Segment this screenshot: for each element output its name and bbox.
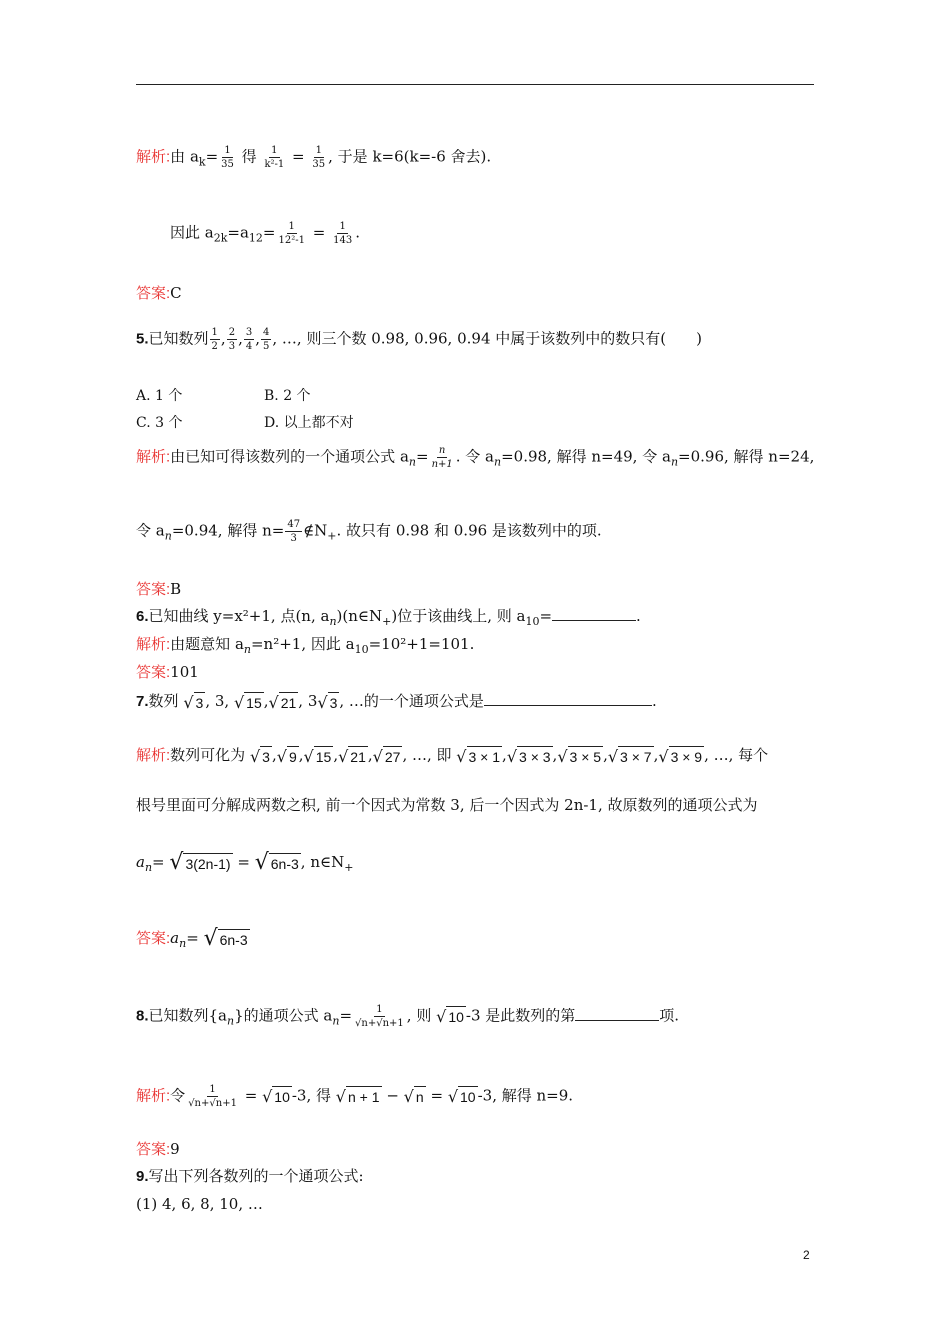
answer-label: 答案: bbox=[136, 1141, 171, 1158]
fraction: $\frac{1}{\text{12²-1}}$ bbox=[278, 221, 305, 246]
q6-answer bbox=[136, 662, 199, 683]
q4-solution-line2: 因此 $a_{2k}=a_{12}=$ $\frac{1}{\text{12²-1}}$ = $\frac{1}{143}$ . bbox=[170, 221, 360, 246]
answer-label: 答案: bbox=[136, 285, 171, 302]
solution-label: 解析: bbox=[136, 148, 171, 166]
question-number: 5. bbox=[136, 330, 149, 348]
answer-value: 9 bbox=[170, 1140, 180, 1158]
q5-answer bbox=[136, 579, 181, 600]
page-number: 2 bbox=[803, 1248, 810, 1262]
sqrt: √ 3 bbox=[317, 692, 338, 712]
answer-value: 101 bbox=[170, 663, 199, 681]
q7-solution-line2: 根号里面可分解成两数之积, 前一个因式为常数 3, 后一个因式为 2n-1, 故原数列的通项公式为 bbox=[136, 796, 758, 814]
sqrt: √ 3 × 9 bbox=[658, 746, 703, 766]
q7-solution-line1: 解析:数列可化为 √ 3 ,√ 9 ,√ 15 ,√ 21 ,√ 27 , …, 即 √ 3 × 1 ,√ 3 × 3 ,√ 3 × 5 ,√ 3 × 7 ,√ 3 × 9 , …, 每个 bbox=[136, 746, 769, 766]
fraction: $\frac{1}{143}$ bbox=[333, 221, 353, 246]
fraction: $\frac{1}{2}$ bbox=[211, 327, 218, 352]
sqrt: √ 10 bbox=[436, 1007, 464, 1026]
solution-label: 解析: bbox=[136, 448, 171, 466]
sqrt: √ 9 bbox=[276, 746, 297, 766]
sqrt: √ 3 × 1 bbox=[456, 746, 501, 766]
sqrt: √ 3 × 5 bbox=[557, 746, 602, 766]
q7-solution-line3: $a_n=$ √ 3(2n-1) = √ 6n-3 , $n\in N_+$ bbox=[136, 849, 354, 875]
q9-part1: (1) 4, 6, 8, 10, … bbox=[136, 1195, 263, 1213]
q4-answer bbox=[136, 283, 182, 304]
sqrt: √ 10 bbox=[262, 1087, 290, 1106]
q5-stem: 5.已知数列 $\frac{1}{2}$ , $\frac{2}{3}$ , $\frac{3}{4}$ , $\frac{4}{5}$ , …, 则三个数 0.98, 0.96, 0.94 中属于该数列中的数只有( ) bbox=[136, 327, 702, 352]
q8-answer bbox=[136, 1139, 180, 1160]
question-number: 7. bbox=[136, 693, 149, 710]
q9-stem: 9.写出下列各数列的一个通项公式: bbox=[136, 1167, 364, 1185]
q5-option-b: B. 2 个 bbox=[264, 388, 311, 404]
fraction: $\frac{1}{√n+√n+1}$ bbox=[188, 1084, 237, 1109]
fill-in-blank[interactable] bbox=[575, 1006, 659, 1021]
sqrt: √ n bbox=[403, 1087, 424, 1106]
fraction: $\frac{1}{35}$ bbox=[312, 145, 326, 170]
answer-value: C bbox=[170, 284, 182, 302]
fraction: $\frac{1}{\text{k²-1}}$ bbox=[264, 145, 285, 170]
q4-solution-line1: 解析:由 $a_k=$ $\frac{1}{35}$ 得 $\frac{1}{\text{k²-1}}$ = $\frac{1}{35}$ , 于是 k=6(k=-6 舍去). bbox=[136, 145, 492, 170]
q5-solution-line2: 令 $a_n=0.94$, 解得 n= $\frac{47}{3}$ $\notin N_+$. 故只有 0.98 和 0.96 是该数列中的项. bbox=[136, 519, 602, 544]
fraction: $\frac{47}{3}$ bbox=[287, 519, 301, 544]
sqrt: √ 3 bbox=[183, 692, 204, 712]
sqrt: √ 6n-3 bbox=[203, 925, 248, 951]
answer-value: 6n-3 bbox=[218, 929, 250, 950]
answer-label: 答案: bbox=[136, 581, 171, 598]
q6-solution: 解析:由题意知 $a_n=n^2+1$, 因此 $a_{10}=10^2+1=101$. bbox=[136, 635, 475, 656]
question-number: 9. bbox=[136, 1168, 149, 1185]
fraction: $\frac{1}{√n+√n+1}$ bbox=[355, 1004, 404, 1029]
q8-solution: 解析:令 $\frac{1}{√n+√n+1}$ = √ 10 -3, 得 √ n + 1 − √ n = √ 10 -3, 解得 n=9. bbox=[136, 1084, 574, 1109]
fraction: $\frac{1}{35}$ bbox=[221, 145, 234, 170]
sqrt: √ 3 bbox=[249, 746, 270, 766]
q7-stem: 7.数列 √ 3 , 3, √ 15 ,√ 21 , 3√ 3 , …的一个通项公式是 . bbox=[136, 692, 657, 712]
q6-stem: 6.已知曲线 y=x²+1, 点(n, $a_n)(n\in N_+)$位于该曲线上, 则 $a_{10}=$ . bbox=[136, 607, 641, 628]
fill-in-blank[interactable] bbox=[484, 691, 652, 706]
solution-label: 解析: bbox=[136, 636, 171, 653]
answer-label: 答案: bbox=[136, 930, 171, 947]
sqrt: √ 15 bbox=[303, 746, 332, 766]
sqrt: √ 3 × 3 bbox=[506, 746, 551, 766]
q5-solution-line1: 解析:由已知可得该数列的一个通项公式 $a_n=$ $\frac{n}{n+1}$ . 令 $a_n=0.98$, 解得 n=49, 令 $a_n=0.96$, 解得 n=24, bbox=[136, 445, 815, 470]
q7-answer: 答案$:a_n=$ √ 6n-3 bbox=[136, 925, 248, 951]
sqrt: √ 21 bbox=[268, 692, 297, 712]
sqrt: √ n + 1 bbox=[335, 1087, 380, 1106]
sqrt: √ 6n-3 bbox=[254, 849, 299, 875]
sqrt: √ 3 × 7 bbox=[607, 746, 652, 766]
question-number: 8. bbox=[136, 1007, 149, 1025]
fraction: $\frac{2}{3}$ bbox=[228, 327, 236, 352]
sqrt: √ 3(2n-1) bbox=[169, 849, 231, 875]
sqrt: √ 27 bbox=[372, 746, 401, 766]
header-rule bbox=[136, 84, 814, 85]
answer-label: 答案: bbox=[136, 664, 171, 681]
question-number: 6. bbox=[136, 608, 149, 625]
sqrt: √ 10 bbox=[447, 1087, 476, 1106]
answer-value: B bbox=[170, 580, 182, 598]
q5-option-d: D. 以上都不对 bbox=[264, 415, 354, 431]
sqrt: √ 21 bbox=[338, 746, 366, 766]
solution-label: 解析: bbox=[136, 747, 171, 764]
sqrt: √ 15 bbox=[233, 692, 262, 712]
q5-option-c: C. 3 个 bbox=[136, 415, 183, 431]
fill-in-blank[interactable] bbox=[552, 606, 636, 621]
q8-stem: 8.已知数列$\{a_n\}$的通项公式 $a_n=$ $\frac{1}{√n+√n+1}$ , 则 √ 10 -3 是此数列的第 项. bbox=[136, 1004, 680, 1029]
solution-label: 解析: bbox=[136, 1087, 171, 1105]
fraction: $\frac{3}{4}$ bbox=[245, 327, 253, 352]
q5-option-a: A. 1 个 bbox=[136, 388, 183, 404]
fraction: $\frac{n}{n+1}$ bbox=[431, 445, 453, 470]
fraction: $\frac{4}{5}$ bbox=[263, 327, 270, 352]
